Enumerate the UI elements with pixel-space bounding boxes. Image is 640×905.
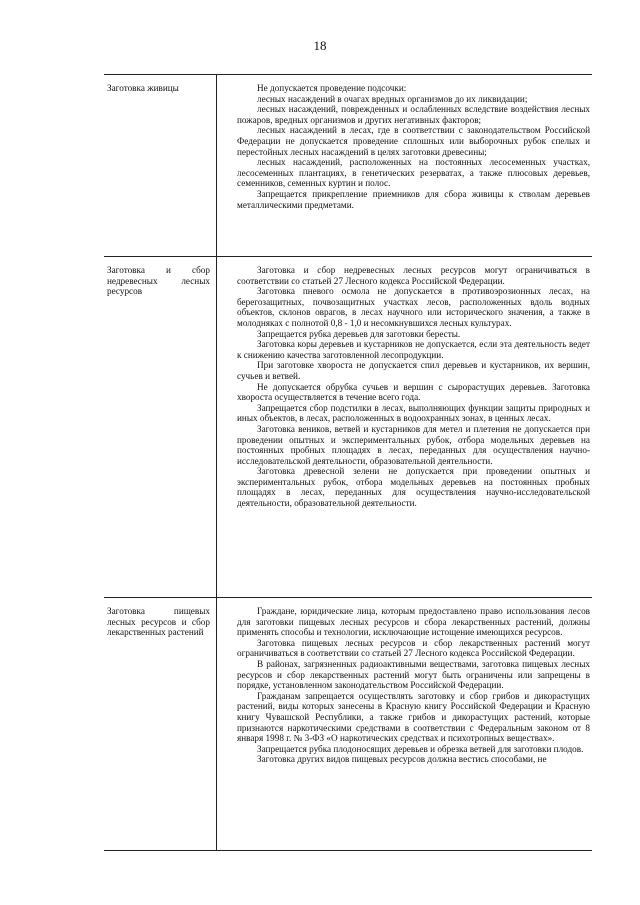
- paragraph: Запрещается рубка плодоносящих деревьев и обрезка ветвей для заготовки плодов.: [257, 743, 584, 754]
- paragraph: Не допускается проведение подсочки:: [257, 83, 407, 93]
- paragraph: лесных насаждений, поврежденных и ослабленных вследствие воздействия лесных пожаров, вредных организмов и других негативных факторов;: [237, 104, 590, 125]
- restrictions-table: [104, 74, 592, 851]
- table-row: [104, 257, 592, 598]
- paragraph: Заготовка веников, ветвей и кустарников для метел и плетения не допускается при проведении опытных и экспериментальных рубок, отбора модельных деревьев на постоянных пробных площадях в лесах, переданных для осуществления научно-исследовательской деятельности, образовательной деятельности.: [237, 423, 590, 466]
- row-body: [217, 75, 592, 214]
- table-row: [104, 75, 592, 257]
- paragraph: Граждане, юридические лица, которым предоставлено право использования лесов для заготовки пищевых лесных ресурсов и сбора лекарственных растений, должны применять способы и технологии, исключающие истощение имеющихся ресурсов.: [237, 606, 590, 638]
- paragraph: лесных насаждений в очагах вредных организмов до их ликвидации;: [257, 93, 528, 104]
- paragraph: Запрещается рубка деревьев для заготовки бересты.: [257, 328, 461, 339]
- paragraph: Заготовка коры деревьев и кустарников не допускается, если эта деятельность ведет к снижению качества заготовленной лесопродукции.: [237, 339, 590, 360]
- paragraph: Гражданам запрещается осуществлять заготовку и сбор грибов и дикорастущих растений, виды которых занесены в Красную книгу Российской Федерации и Красную книгу Чувашской Республики, а также грибов и дикорастущих растений, которые признаются наркотическими средствами в соответствии с Федеральным законом от 8 января 1998 г. № 3-ФЗ «О наркотических средствах и психотропных веществах».: [237, 690, 590, 744]
- paragraph: При заготовке хвороста не допускается спил деревьев и кустарников, их вершин, сучьев и ветвей.: [237, 360, 590, 381]
- page-number: 18: [313, 38, 327, 53]
- row-title: Заготовка и сбор недревесных лесных ресурсов: [107, 265, 210, 297]
- row-title: Заготовка живицы: [107, 83, 179, 93]
- table-row: [104, 598, 592, 851]
- row-body: [217, 257, 592, 513]
- paragraph: В районах, загрязненных радиоактивными веществами, заготовка пищевых лесных ресурсов и сбор лекарственных растений могут быть ограничены или запрещены в порядке, установленном законодательством Российской Федерации.: [237, 658, 590, 691]
- row-body: [217, 598, 592, 769]
- paragraph: Запрещается прикрепление приемников для сбора живицы к стволам деревьев металлическими предметами.: [237, 188, 590, 210]
- row-title: Заготовка пищевых лесных ресурсов и сбор лекарственных растений: [107, 606, 210, 638]
- paragraph: лесных насаждений в лесах, где в соответствии с законодательством Российской Федерации не допускается проведение сплошных или выборочных рубок спелых и перестойных лесных насаждений в целях заготовки древесины;: [237, 125, 590, 157]
- paragraph: Заготовка пищевых лесных ресурсов и сбор лекарственных растений могут ограничиваться в соответствии со статьей 27 Лесного кодекса Российской Федерации.: [237, 637, 590, 659]
- paragraph: Заготовка пневого осмола не допускается в противоэрозионных лесах, на берегозащитных, почвозащитных участках лесов, расположенных вдоль водных объектов, склонов оврагов, в лесах научного или исторического значения, а также в молодняках с полнотой 0,8 - 1,0 и несомкнувшихся лесных культурах.: [237, 286, 590, 328]
- paragraph: Запрещается сбор подстилки в лесах, выполняющих функции защиты природных и иных объектов, в лесах, расположенных в водоохранных зонах, в ценных лесах.: [237, 402, 590, 424]
- paragraph: лесных насаждений, расположенных на постоянных лесосеменных участках, лесосеменных плантациях, в генетических резерватах, а также плюсовых деревьев, семенников, семенных куртин и полос.: [237, 157, 590, 189]
- paragraph: Заготовка древесной зелени не допускается при проведении опытных и экспериментальных рубок, отбора модельных деревьев на постоянных пробных площадях в лесах, переданных для осуществления научно-исследовательской деятельности, образовательной деятельности.: [237, 466, 590, 509]
- paragraph: Заготовка и сбор недревесных лесных ресурсов могут ограничиваться в соответствии со статьей 27 Лесного кодекса Российской Федерации.: [237, 265, 590, 286]
- paragraph: Не допускается обрубка сучьев и вершин с сырорастущих деревьев. Заготовка хвороста осуществляется в течение всего года.: [237, 381, 590, 403]
- paragraph: Заготовка других видов пищевых ресурсов должна вестись способами, не: [257, 754, 547, 765]
